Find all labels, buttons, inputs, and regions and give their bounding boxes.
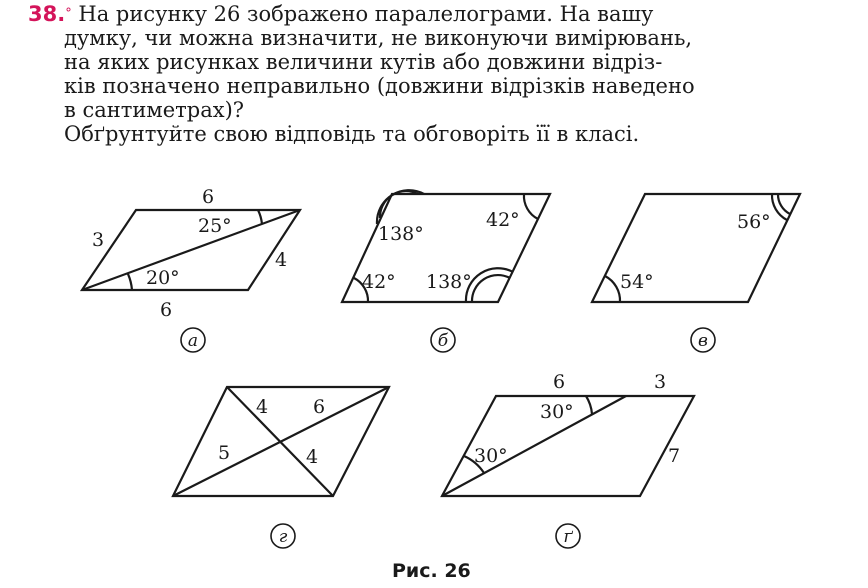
figure-label-e: ґ (563, 527, 573, 547)
problem-line-2: думку, чи можна визначити, не виконуючи вимірювань, (64, 26, 693, 50)
problem-line-6: Обґрунтуйте свою відповідь та обговоріть її в класі. (64, 122, 640, 146)
problem-line-4: ків позначено неправильно (довжини відрізків наведено (64, 74, 695, 98)
label-b-tr: 42° (486, 209, 520, 231)
label-a-bottom: 6 (160, 299, 173, 321)
label-b-br: 138° (426, 271, 472, 293)
label-d-s1: 4 (256, 396, 269, 418)
label-a-angle-top: 25° (198, 215, 232, 237)
label-a-right: 4 (275, 249, 288, 271)
label-d-s3: 5 (218, 442, 231, 464)
label-b-bl: 42° (362, 271, 396, 293)
figure-label-b: б (437, 331, 449, 351)
diagonal-a (82, 210, 300, 290)
problem-line-5: в сантиметрах)? (64, 98, 245, 122)
angle-arc-b-tl2 (377, 190, 424, 224)
label-a-left: 3 (92, 229, 105, 251)
label-a-top: 6 (202, 186, 215, 208)
label-e-angle-top: 30° (540, 401, 574, 423)
problem-number: 38. (28, 2, 66, 26)
label-e-angle-left: 30° (474, 445, 508, 467)
angle-arc-c-bl (605, 276, 620, 302)
angle-arc-b-tr (524, 194, 538, 219)
label-c-tr: 56° (737, 211, 771, 233)
figure-label-c: в (698, 331, 708, 351)
figure-label-d: г (278, 527, 288, 547)
figure-caption: Рис. 26 (392, 560, 471, 582)
label-d-s4: 4 (306, 446, 319, 468)
angle-arc-a-top (258, 210, 262, 224)
label-e-top-right: 3 (654, 371, 667, 393)
degree-mark-icon: ° (65, 6, 72, 21)
label-d-s2: 6 (313, 396, 326, 418)
figure-label-a: а (187, 331, 199, 351)
angle-arc-c-tr1 (778, 194, 790, 214)
problem-line-3: на яких рисунках величини кутів або довжини відріз- (64, 50, 663, 74)
angle-arc-c-tr2 (772, 194, 787, 220)
label-c-bl: 54° (620, 271, 654, 293)
label-e-top-left: 6 (553, 371, 566, 393)
angle-arc-a-bottom (128, 274, 132, 290)
label-e-right: 7 (668, 445, 681, 467)
label-b-tl: 138° (378, 223, 424, 245)
label-a-angle-bottom: 20° (146, 267, 180, 289)
problem-line-1: На рисунку 26 зображено паралелограми. На вашу (78, 2, 654, 26)
angle-arc-e-top (586, 396, 592, 414)
